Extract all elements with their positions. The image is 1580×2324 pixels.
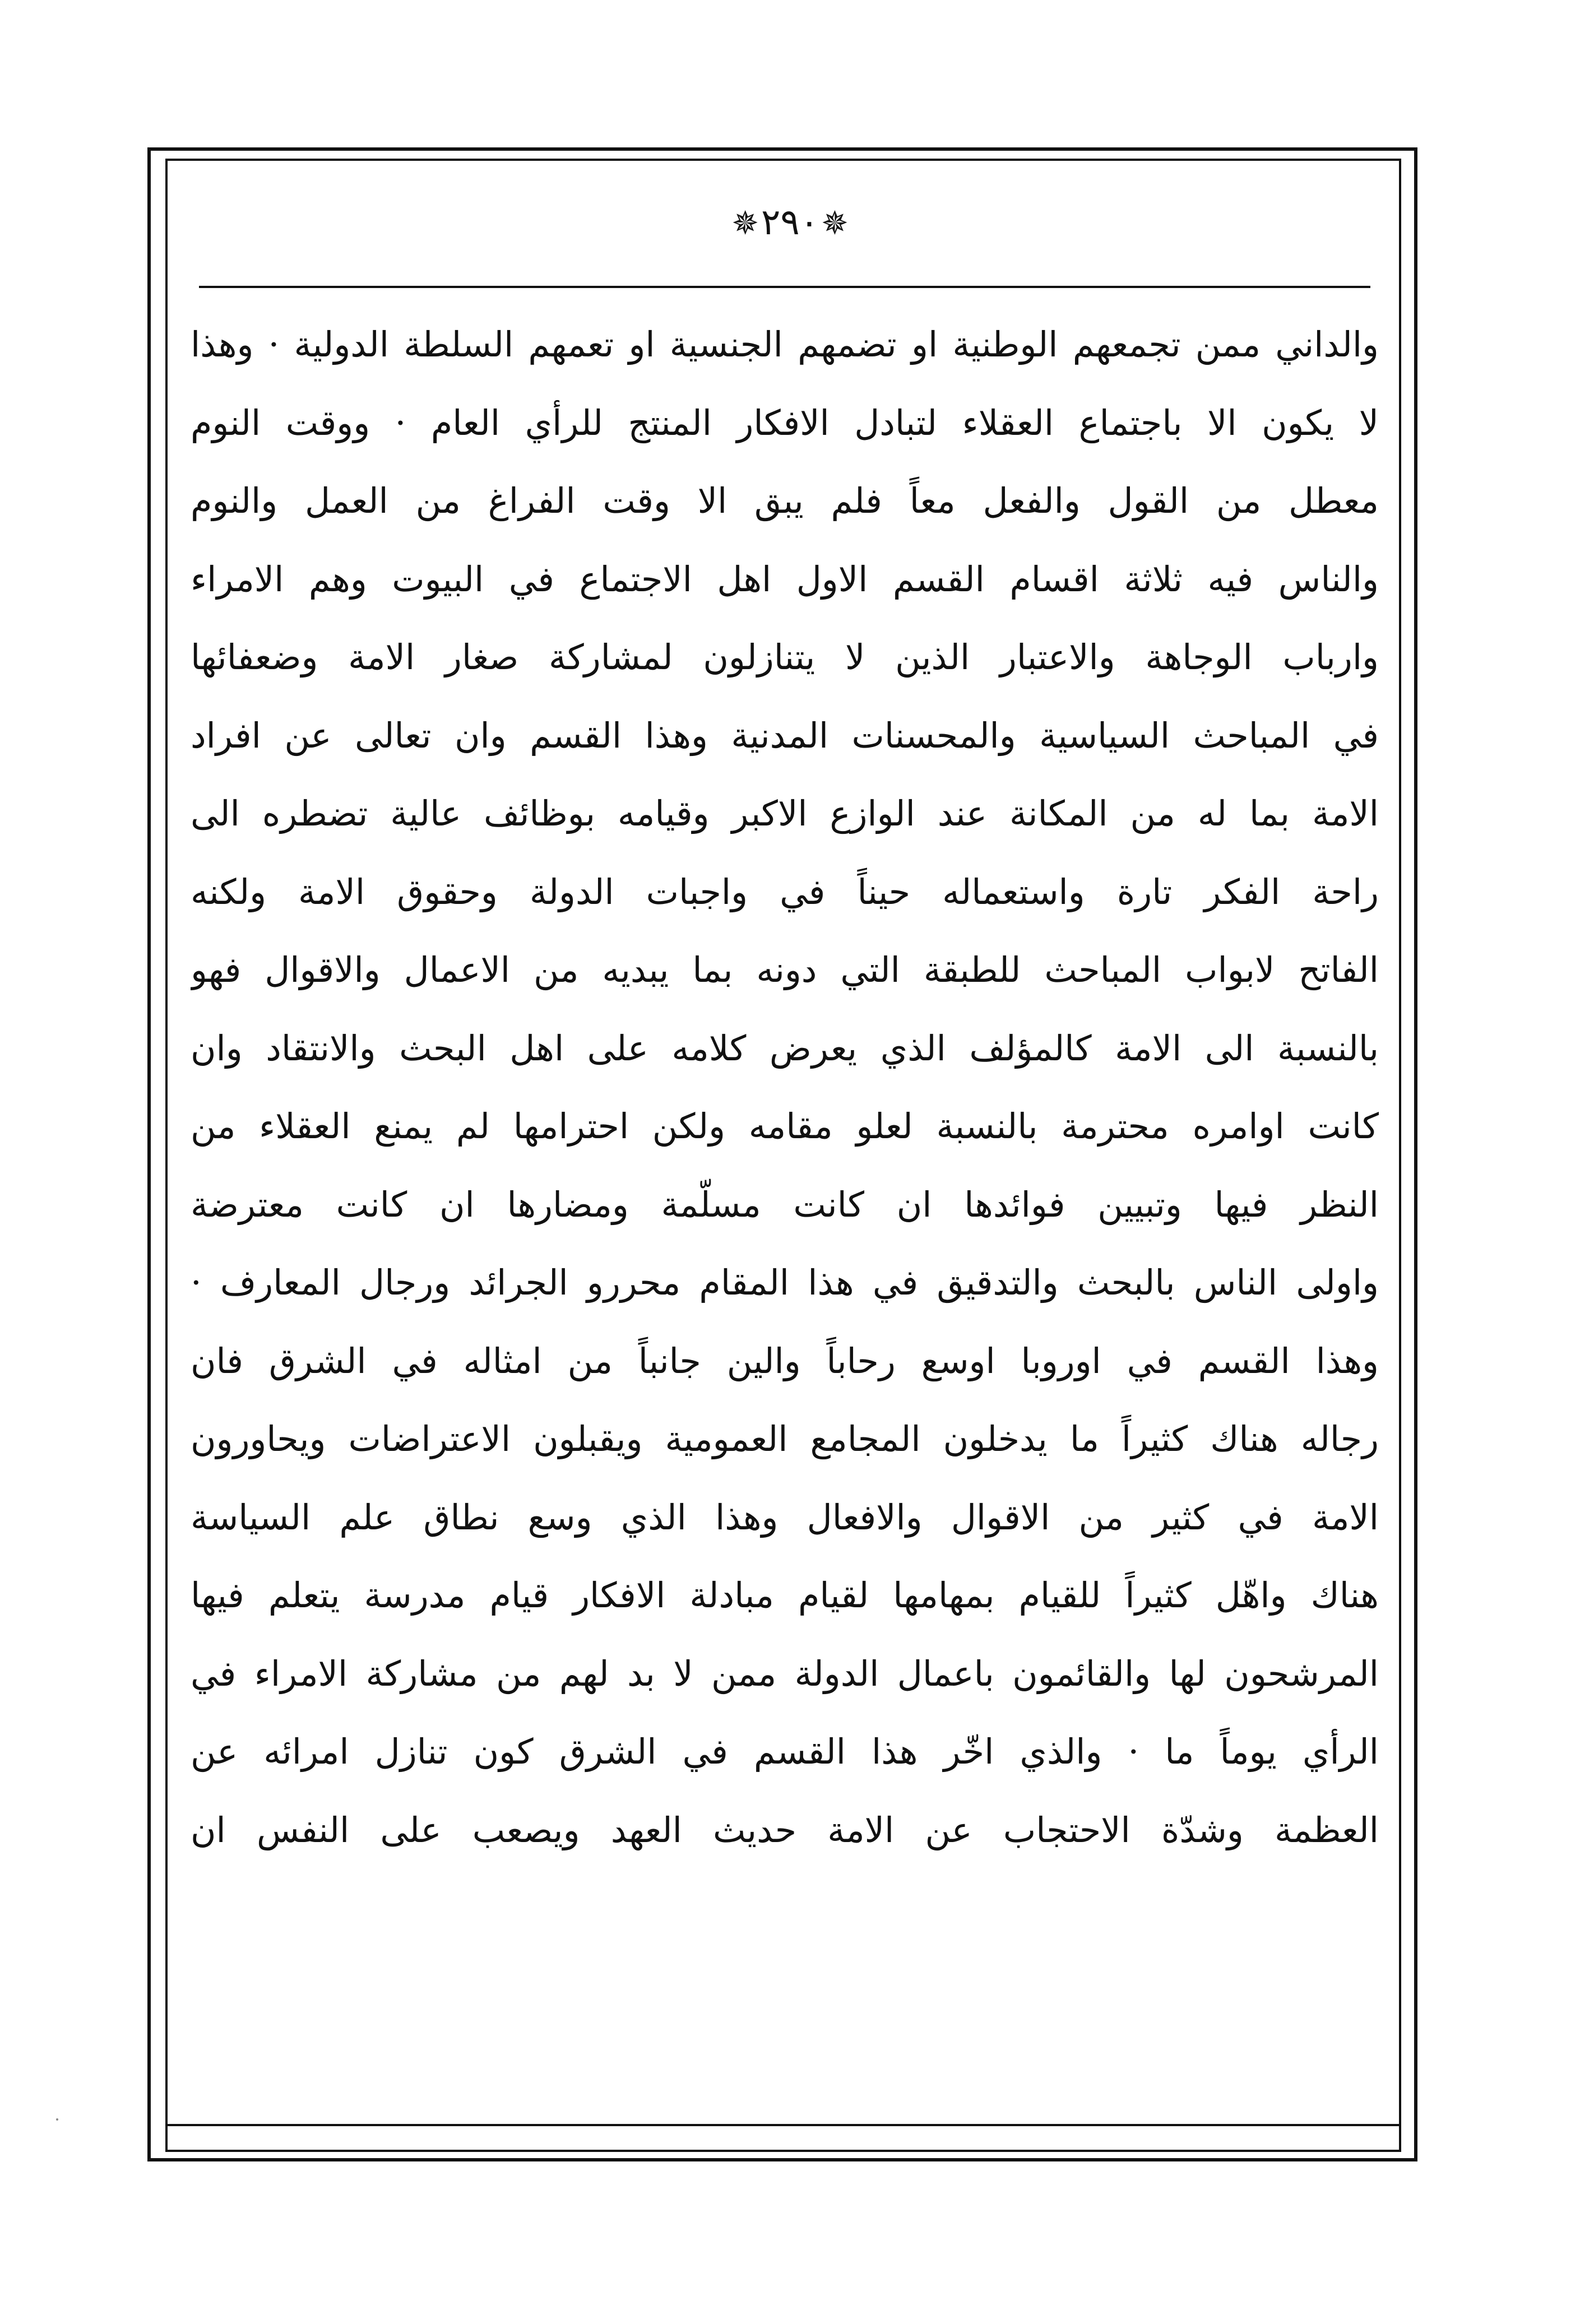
text-line: الامة بما له من المكانة عند الوازع الاكبر وقيامه بوظائف عالية تضطره الى [191, 793, 1379, 834]
text-line: النظر فيها وتبيين فوائدها ان كانت مسلّمة ومضارها ان كانت معترضة [191, 1184, 1379, 1225]
bottom-rule [165, 2124, 1401, 2126]
text-line: في المباحث السياسية والمحسنات المدنية وهذا القسم وان تعالى عن افراد [191, 715, 1379, 756]
text-line: بالنسبة الى الامة كالمؤلف الذي يعرض كلامه على اهل البحث والانتقاد وان [191, 1027, 1379, 1069]
text-line: الفاتح لابواب المباحث للطبقة التي دونه بما يبديه من الاعمال والاقوال فهو [191, 949, 1379, 990]
page-number: ٢٩٠ [761, 202, 819, 243]
body-text [191, 305, 1379, 1869]
text-line: راحة الفكر تارة واستعماله حيناً في واجبات الدولة وحقوق الامة ولكنه [191, 871, 1379, 912]
text-line: والناس فيه ثلاثة اقسام القسم الاول اهل الاجتماع في البيوت وهم الامراء [191, 558, 1379, 600]
text-line: هناك واهّل كثيراً للقيام بمهامها لقيام مبادلة الافكار قيام مدرسة يتعلم فيها [191, 1575, 1379, 1616]
ornament-icon: ✵ [821, 204, 849, 242]
text-line: المرشحون لها والقائمون باعمال الدولة ممن لا بد لهم من مشاركة الامراء في [191, 1653, 1379, 1694]
ornament-icon: ✵ [731, 204, 759, 242]
text-line: وهذا القسم في اوروبا اوسع رحاباً والين جانباً من امثاله في الشرق فان [191, 1340, 1379, 1381]
text-line: وارباب الوجاهة والاعتبار الذين لا يتنازلون لمشاركة صغار الامة وضعفائها [191, 637, 1379, 678]
text-line: العظمة وشدّة الاحتجاب عن الامة حديث العهد ويصعب على النفس ان [191, 1809, 1379, 1850]
scan-speck [56, 2118, 58, 2121]
text-line: لا يكون الا باجتماع العقلاء لتبادل الافكار المنتج للرأي العام · ووقت النوم [191, 402, 1379, 443]
text-line: كانت اوامره محترمة بالنسبة لعلو مقامه ولكن احترامها لم يمنع العقلاء من [191, 1106, 1379, 1147]
text-line: الرأي يوماً ما · والذي اخّر هذا القسم في الشرق كون تنازل امرائه عن [191, 1731, 1379, 1772]
text-line: رجاله هناك كثيراً ما يدخلون المجامع العمومية ويقبلون الاعتراضات ويحاورون [191, 1418, 1379, 1459]
text-line: واولى الناس بالبحث والتدقيق في هذا المقام محررو الجرائد ورجال المعارف · [191, 1262, 1379, 1303]
text-line: والداني ممن تجمعهم الوطنية او تضمهم الجنسية او تعمهم السلطة الدولية · وهذا [191, 324, 1379, 365]
page-number-header [0, 202, 1580, 243]
header-rule [199, 286, 1370, 288]
text-line: الامة في كثير من الاقوال والافعال وهذا الذي وسع نطاق علم السياسة [191, 1496, 1379, 1538]
text-line: معطل من القول والفعل معاً فلم يبق الا وقت الفراغ من العمل والنوم [191, 480, 1379, 521]
